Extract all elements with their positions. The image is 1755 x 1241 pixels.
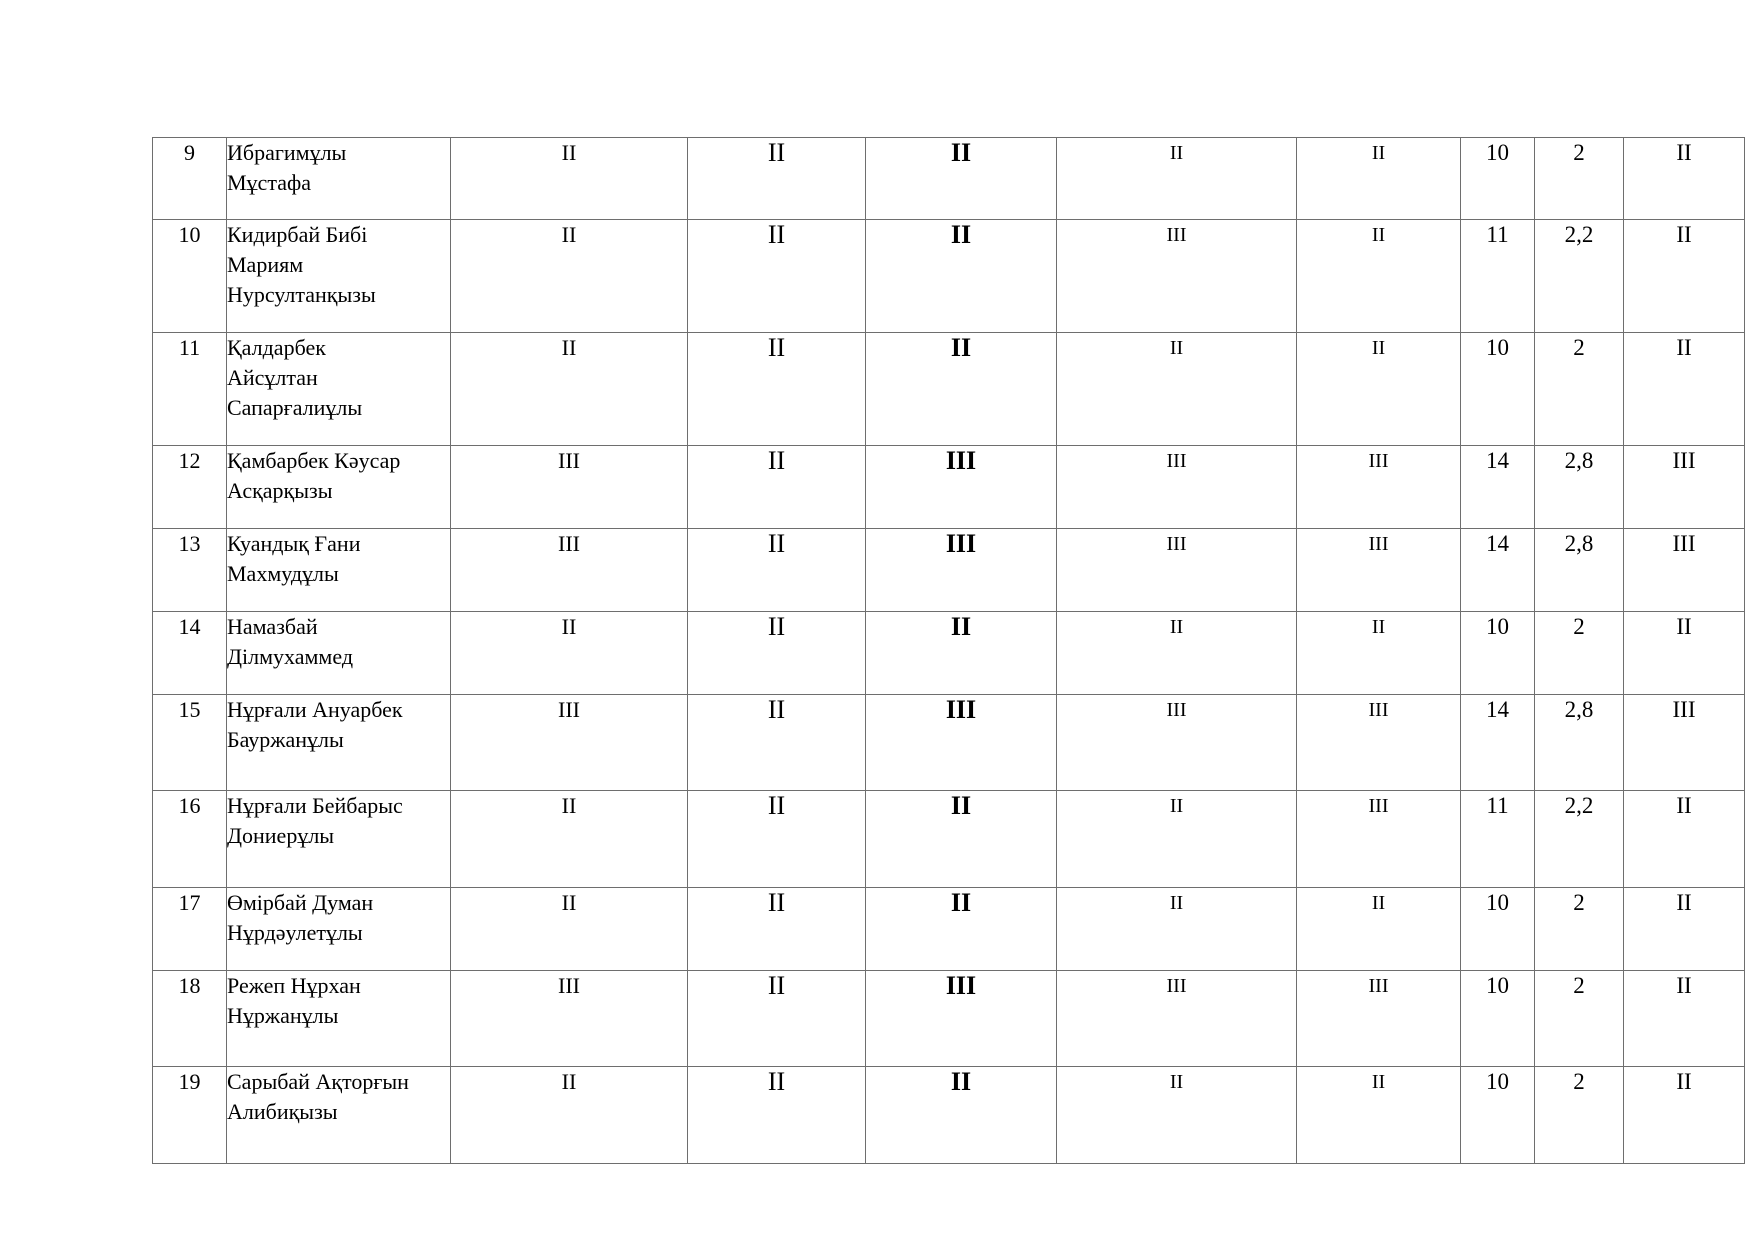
student-name [227,791,451,888]
student-name-line: Алибиқызы [227,1099,338,1124]
final-level: II [1624,612,1745,695]
score-col-3: II [866,1067,1057,1164]
student-name [227,220,451,333]
row-number: 10 [153,220,227,333]
score-col-1: III [451,971,688,1067]
student-name-line: Нурсултанқызы [227,282,376,307]
table-row [153,529,1745,612]
final-level: II [1624,888,1745,971]
total-score: 14 [1461,529,1535,612]
row-number: 18 [153,971,227,1067]
student-name-line: Сарыбай Ақторғын [227,1069,409,1094]
student-name-line: Мұстафа [227,170,311,195]
score-col-1: III [451,529,688,612]
student-name [227,333,451,446]
table-row [153,220,1745,333]
student-name-line: Нұржанұлы [227,1003,339,1028]
final-level: II [1624,971,1745,1067]
score-col-5: II [1297,333,1461,446]
row-number: 13 [153,529,227,612]
student-name-line: Мариям [227,252,304,277]
score-col-5: II [1297,138,1461,220]
student-name-line: Қамбарбек Кәусар [227,448,401,473]
student-name-line: Махмудұлы [227,561,339,586]
score-col-2: II [688,791,866,888]
score-col-5: II [1297,612,1461,695]
final-level: II [1624,333,1745,446]
table-row [153,888,1745,971]
average-score: 2,8 [1535,529,1624,612]
score-col-1: II [451,612,688,695]
score-col-4: II [1057,333,1297,446]
score-col-4: II [1057,1067,1297,1164]
table-row [153,138,1745,220]
average-score: 2 [1535,1067,1624,1164]
score-col-4: III [1057,446,1297,529]
final-level: III [1624,529,1745,612]
score-col-2: II [688,446,866,529]
score-col-2: II [688,1067,866,1164]
student-name [227,612,451,695]
student-name-line: Ділмухаммед [227,644,354,669]
score-col-1: II [451,138,688,220]
score-col-2: II [688,695,866,791]
average-score: 2,8 [1535,446,1624,529]
score-col-4: II [1057,612,1297,695]
score-col-1: II [451,888,688,971]
student-name-line: Кидирбай Бибі [227,222,368,247]
total-score: 11 [1461,791,1535,888]
total-score: 10 [1461,888,1535,971]
student-name-line: Дониерұлы [227,823,335,848]
score-col-5: III [1297,791,1461,888]
student-name-line: Асқарқызы [227,478,333,503]
student-name-line: Намазбай [227,614,318,639]
score-col-5: III [1297,695,1461,791]
score-col-2: II [688,529,866,612]
row-number: 11 [153,333,227,446]
table-row [153,971,1745,1067]
score-col-3: II [866,138,1057,220]
score-col-4: III [1057,695,1297,791]
average-score: 2 [1535,888,1624,971]
score-col-3: III [866,695,1057,791]
final-level: II [1624,1067,1745,1164]
score-col-3: II [866,888,1057,971]
student-name [227,1067,451,1164]
row-number: 16 [153,791,227,888]
student-name-line: Ибрагимұлы [227,140,347,165]
student-name-line: Сапарғалиұлы [227,395,363,420]
score-col-5: II [1297,1067,1461,1164]
total-score: 10 [1461,138,1535,220]
student-name [227,529,451,612]
table-row [153,446,1745,529]
score-col-2: II [688,138,866,220]
total-score: 10 [1461,333,1535,446]
row-number: 12 [153,446,227,529]
total-score: 10 [1461,1067,1535,1164]
final-level: II [1624,220,1745,333]
final-level: II [1624,138,1745,220]
table-row [153,333,1745,446]
total-score: 11 [1461,220,1535,333]
average-score: 2,8 [1535,695,1624,791]
row-number: 15 [153,695,227,791]
score-col-3: III [866,446,1057,529]
student-name-line: Куандық Ғани [227,531,361,556]
final-level: III [1624,446,1745,529]
average-score: 2 [1535,612,1624,695]
row-number: 19 [153,1067,227,1164]
score-col-1: II [451,333,688,446]
student-name-line: Нұрғали Бейбарыс [227,793,403,818]
table-row [153,612,1745,695]
student-name-line: Нұрдәулетұлы [227,920,363,945]
score-col-2: II [688,971,866,1067]
row-number: 14 [153,612,227,695]
student-name-line: Бауржанұлы [227,727,344,752]
score-col-4: III [1057,220,1297,333]
score-col-3: III [866,529,1057,612]
student-name [227,446,451,529]
average-score: 2,2 [1535,791,1624,888]
average-score: 2 [1535,138,1624,220]
final-level: II [1624,791,1745,888]
score-col-1: II [451,1067,688,1164]
score-col-4: II [1057,138,1297,220]
row-number: 9 [153,138,227,220]
average-score: 2 [1535,333,1624,446]
score-col-3: II [866,791,1057,888]
average-score: 2 [1535,971,1624,1067]
results-table [152,137,1745,1164]
table-row [153,695,1745,791]
student-name-line: Режеп Нұрхан [227,973,361,998]
total-score: 10 [1461,971,1535,1067]
average-score: 2,2 [1535,220,1624,333]
score-col-2: II [688,888,866,971]
total-score: 14 [1461,446,1535,529]
row-number: 17 [153,888,227,971]
score-col-3: II [866,220,1057,333]
student-name [227,138,451,220]
score-col-3: II [866,612,1057,695]
score-col-5: III [1297,529,1461,612]
score-col-5: II [1297,220,1461,333]
student-name-line: Қалдарбек [227,335,326,360]
score-col-4: III [1057,971,1297,1067]
score-col-3: III [866,971,1057,1067]
score-col-1: III [451,446,688,529]
student-name-line: Айсұлтан [227,365,318,390]
score-col-5: III [1297,971,1461,1067]
score-col-2: II [688,220,866,333]
table-row [153,1067,1745,1164]
score-col-2: II [688,333,866,446]
score-col-4: II [1057,791,1297,888]
student-name-line: Нұрғали Ануарбек [227,697,403,722]
student-name-line: Өмірбай Думан [227,890,374,915]
table-row [153,791,1745,888]
student-name [227,888,451,971]
total-score: 14 [1461,695,1535,791]
score-col-2: II [688,612,866,695]
score-col-4: III [1057,529,1297,612]
score-col-5: III [1297,446,1461,529]
student-name [227,695,451,791]
final-level: III [1624,695,1745,791]
score-col-3: II [866,333,1057,446]
score-col-1: II [451,220,688,333]
score-col-1: III [451,695,688,791]
score-col-1: II [451,791,688,888]
table-body [153,138,1745,1164]
score-col-4: II [1057,888,1297,971]
total-score: 10 [1461,612,1535,695]
student-name [227,971,451,1067]
score-col-5: II [1297,888,1461,971]
